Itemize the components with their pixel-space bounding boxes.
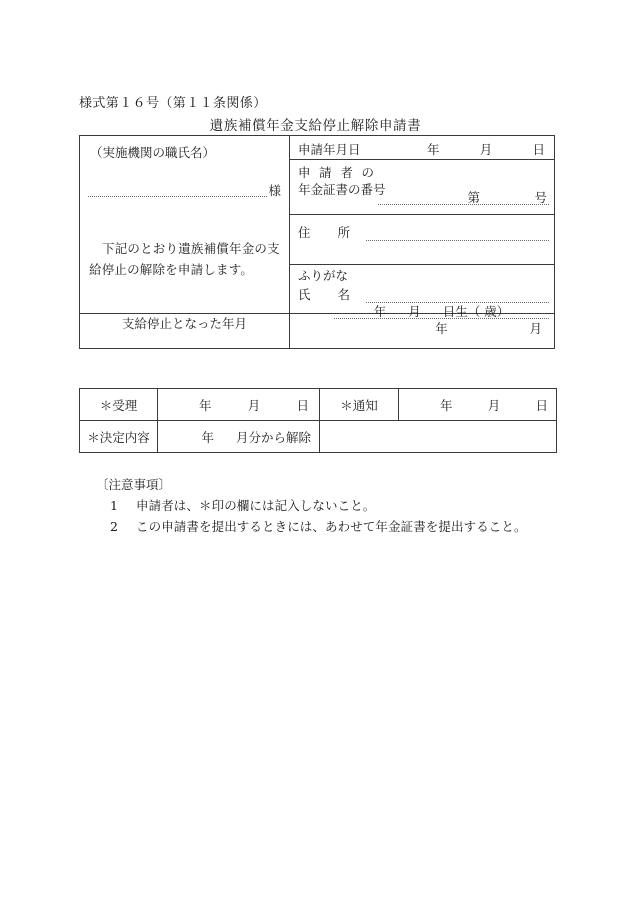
- receipt-date-cell[interactable]: [158, 389, 320, 421]
- statement-line-2: 止の解除を申請します。: [114, 262, 254, 277]
- decision-year: 年: [201, 430, 214, 445]
- receipt-day: 日: [296, 398, 309, 413]
- document-title: 遺族補償年金支給停止解除申請書: [209, 118, 422, 134]
- agency-name-dotted-line: [88, 182, 267, 197]
- suspension-value-cell[interactable]: [290, 314, 555, 349]
- honorific-label: 様: [268, 182, 281, 198]
- furigana-label: ふりがな: [298, 268, 349, 283]
- application-date-month: 月: [479, 142, 493, 157]
- agency-name-field[interactable]: [88, 182, 281, 197]
- receipt-month: 月: [247, 398, 261, 413]
- suspension-month: 月: [529, 321, 542, 336]
- note-text: 申請者は、＊印の欄には記入しないこと。: [136, 498, 376, 513]
- statement-line-1: 下記のとおり遺族補償年金の支給停: [89, 241, 280, 277]
- notice-year: 年: [440, 398, 453, 413]
- note-number: 1: [110, 498, 118, 513]
- application-statement: [89, 238, 281, 280]
- notice-date-field: [440, 396, 548, 414]
- decision-label-cell: ＊決定内容: [80, 421, 158, 453]
- receipt-date-field: [199, 396, 309, 414]
- suspension-year: 年: [435, 321, 448, 336]
- certificate-number-label: [298, 164, 386, 198]
- application-date-label: 申請年月日: [298, 142, 361, 157]
- application-date-field[interactable]: [427, 140, 545, 158]
- name-label: 氏 名: [298, 287, 350, 302]
- address-label: 住 所: [298, 225, 350, 240]
- birth-day-age: 日生（ 歳）: [442, 304, 510, 319]
- application-date-year: 年: [427, 142, 440, 157]
- receipt-notice-row: [80, 389, 557, 421]
- note-item: [96, 516, 527, 537]
- certificate-label-line-1: 申 請 者 の: [298, 165, 374, 180]
- notice-month: 月: [487, 398, 501, 413]
- address-field[interactable]: [366, 225, 549, 241]
- application-date-row: [290, 136, 554, 160]
- address-row: [290, 215, 554, 265]
- certificate-label-line-2: 年金証書の番号: [298, 182, 386, 197]
- decision-blank-cell[interactable]: [320, 421, 557, 453]
- notice-date-cell[interactable]: [399, 389, 557, 421]
- note-number: 2: [110, 519, 118, 534]
- agency-label: （実施機関の職氏名）: [90, 145, 216, 160]
- official-use-table: [79, 388, 557, 453]
- application-date-day: 日: [532, 142, 545, 157]
- applicant-details-cell: [290, 136, 555, 319]
- certificate-prefix: 第: [467, 190, 481, 205]
- receipt-year: 年: [199, 398, 212, 413]
- birth-month: 月: [408, 304, 421, 319]
- notes-section: [96, 474, 527, 537]
- receipt-label-cell: ＊受理: [80, 389, 158, 421]
- name-field[interactable]: [366, 287, 549, 303]
- certificate-suffix: 号: [534, 190, 547, 205]
- form-number: 様式第１６号（第１１条関係）: [79, 96, 267, 111]
- notes-heading: 〔注意事項〕: [96, 477, 172, 492]
- note-text: この申請書を提出するときには、あわせて年金証書を提出すること。: [136, 519, 527, 534]
- decision-row: [80, 421, 557, 453]
- birth-year: 年: [373, 304, 387, 319]
- name-row: [290, 265, 554, 319]
- applicant-table: [79, 135, 555, 349]
- notice-day: 日: [535, 398, 548, 413]
- certificate-number-row: [290, 160, 554, 215]
- decision-field: [201, 428, 311, 446]
- suspension-label-cell: 支給停止となった年月: [80, 314, 290, 349]
- certificate-number-field[interactable]: [378, 187, 549, 205]
- notice-label-cell: ＊通知: [320, 389, 399, 421]
- agency-cell: [80, 136, 290, 314]
- decision-value-cell[interactable]: [158, 421, 320, 453]
- decision-text: 月分から解除: [235, 430, 311, 445]
- note-item: [96, 495, 527, 516]
